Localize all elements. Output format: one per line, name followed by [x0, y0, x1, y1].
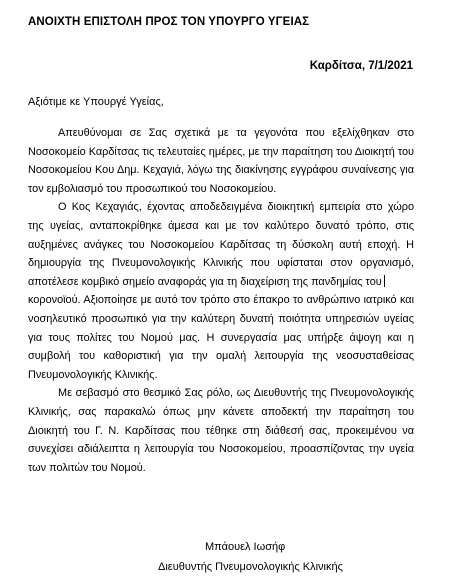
paragraph-2-continued: κορονοϊού. Αξιοποίησε με αυτό τον τρόπο στο έπακρο το ανθρώπινο ιατρικό και νοσηλευτικό προσωπικό για την καλύτερη δυνατή ποιότητα υπηρεσιών υγείας για τους πολίτες του Νομού μας. Η συνεργασία μας υπήρξε άψογη και η συμβολή του καθοριστική για την ομαλή λειτουργία της νεοσυσταθείσας Πνευμονολογικής Κλινικής. [28, 294, 414, 381]
paragraph-1: Απευθύνομαι σε Σας σχετικά με τα γεγονότα που εξελίχθηκαν στο Νοσοκομείο Καρδίτσας τις τελευταίες ημέρες, με την παραίτηση του Διοικητή του Νοσοκομείου Κου Δημ. Κεχαγιά, λόγω της διακίνησης εγγράφου συναίνεσης για τον εμβολιασμό του προσωπικού του Νοσοκομείου. [28, 127, 414, 195]
letter-dateline: Καρδίτσα, 7/1/2021 [309, 60, 413, 72]
letter-title: ΑΝΟΙΧΤΗ ΕΠΙΣΤΟΛΗ ΠΡΟΣ ΤΟΝ ΥΠΟΥΡΓΟ ΥΓΕΙΑΣ [28, 16, 310, 28]
signature-name: Μπάουελ Ιωσήφ [205, 541, 286, 553]
paragraph-2 [28, 198, 414, 291]
signature-role: Διευθυντής Πνευμονολογικής Κλινικής [158, 561, 343, 573]
paragraph-2-text: Ο Κος Κεχαγιάς, έχοντας αποδεδειγμένα διοικητική εμπειρία στο χώρο της υγείας, ανταποκρίθηκε άμεσα και με τον καλύτερο δυνατό τρόπο, στις αυξημένες ανάγκες του Νοσοκομείου Καρδίτσας τη δύσκολη αυτή εποχή. Η δημιουργία της Πνευμονολογικής Κλινικής που υφίσταται στον οργανισμό, αποτέλεσε κομβικό σημείο αναφοράς για τη διαχείριση της πανδημίας του [28, 201, 414, 288]
letter-salutation: Αξιότιμε κε Υπουργέ Υγείας, [28, 96, 164, 108]
text-cursor [384, 275, 385, 287]
paragraph-3: Με σεβασμό στο θεσμικό Σας ρόλο, ως Διευθυντής της Πνευμονολογικής Κλινικής, σας παρακαλώ όπως μην κάνετε αποδεκτή την παραίτηση του Διοικητή του Γ. Ν. Καρδίτσας που τέθηκε στη διάθεσή σας, προκειμένου να συνεχίσει αδιάλειπτα η λειτουργία του Νοσοκομείου, προασπίζοντας την υγεία των πολιτών του Νομού. [28, 387, 414, 474]
letter-body [28, 124, 414, 477]
